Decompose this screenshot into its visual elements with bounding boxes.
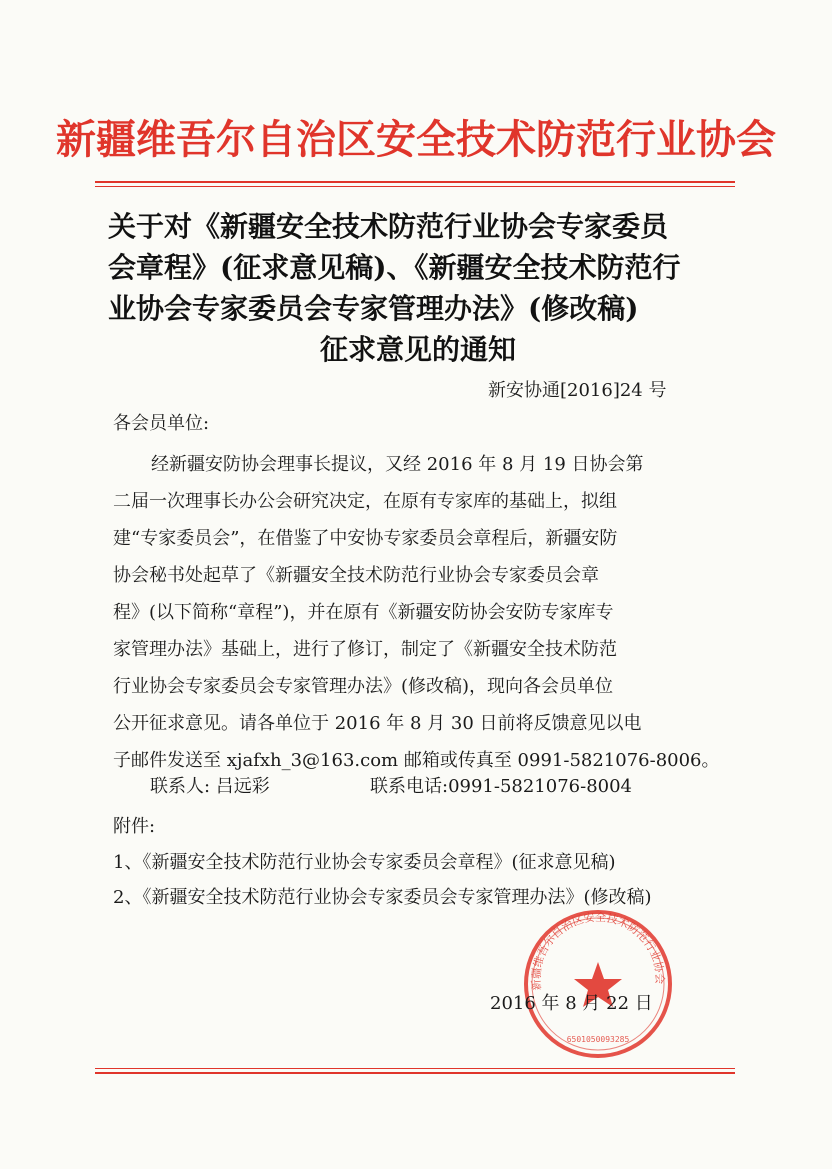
- title-line: 关于对《新疆安全技术防范行业协会专家委员: [108, 210, 669, 243]
- attachment-item: 1、《新疆安全技术防范行业协会专家委员会章程》(征求意见稿): [113, 852, 616, 873]
- footer-divider-thin: [95, 1068, 735, 1069]
- body-line: 家管理办法》基础上，进行了修订，制定了《新疆安全技术防范: [113, 639, 617, 660]
- document-number: 新安协通[2016]24 号: [488, 380, 667, 401]
- attachment-item: 2、《新疆安全技术防范行业协会专家委员会专家管理办法》(修改稿): [113, 887, 652, 908]
- svg-text:新疆维吾尔自治区安全技术防范行业协会: 新疆维吾尔自治区安全技术防范行业协会: [529, 910, 667, 991]
- body-line: 子邮件发送至 xjafxh_3@163.com 邮箱或传真至 0991-5821076-8006。: [113, 750, 720, 771]
- footer-divider-thick: [95, 1072, 735, 1074]
- letterhead-divider-thin: [95, 186, 735, 187]
- official-seal-icon: [508, 902, 688, 1062]
- body-line: 二届一次理事长办公会研究决定，在原有专家库的基础上，拟组: [113, 491, 617, 512]
- attachments-label: 附件:: [113, 816, 156, 837]
- salutation: 各会员单位:: [113, 413, 210, 434]
- contact-phone: 联系电话:0991-5821076-8004: [370, 776, 633, 797]
- body-line: 程》(以下简称“章程”)，并在原有《新疆安防协会安防专家库专: [113, 602, 614, 623]
- organization-letterhead: 新疆维吾尔自治区安全技术防范行业协会: [56, 116, 776, 163]
- title-line: 会章程》(征求意见稿)、《新疆安全技术防范行: [108, 251, 681, 284]
- title-line: 征求意见的通知: [319, 333, 516, 366]
- body-line: 公开征求意见。请各单位于 2016 年 8 月 30 日前将反馈意见以电: [113, 713, 642, 734]
- body-line: 协会秘书处起草了《新疆安全技术防范行业协会专家委员会章: [113, 565, 599, 586]
- body-line: 经新疆安防协会理事长提议，又经 2016 年 8 月 19 日协会第: [151, 454, 644, 475]
- contact-person: 联系人: 吕远彩: [150, 776, 270, 797]
- document-title: [108, 206, 728, 370]
- issue-date: 2016 年 8 月 22 日: [490, 993, 653, 1014]
- svg-text:6501050093285: 6501050093285: [566, 1035, 630, 1044]
- title-line: 业协会专家委员会专家管理办法》(修改稿): [108, 292, 639, 325]
- letterhead-divider-thick: [95, 181, 735, 183]
- body-paragraph: [113, 446, 723, 779]
- body-line: 行业协会专家委员会专家管理办法》(修改稿)，现向各会员单位: [113, 676, 614, 697]
- body-line: 建“专家委员会”，在借鉴了中安协专家委员会章程后，新疆安防: [113, 528, 618, 549]
